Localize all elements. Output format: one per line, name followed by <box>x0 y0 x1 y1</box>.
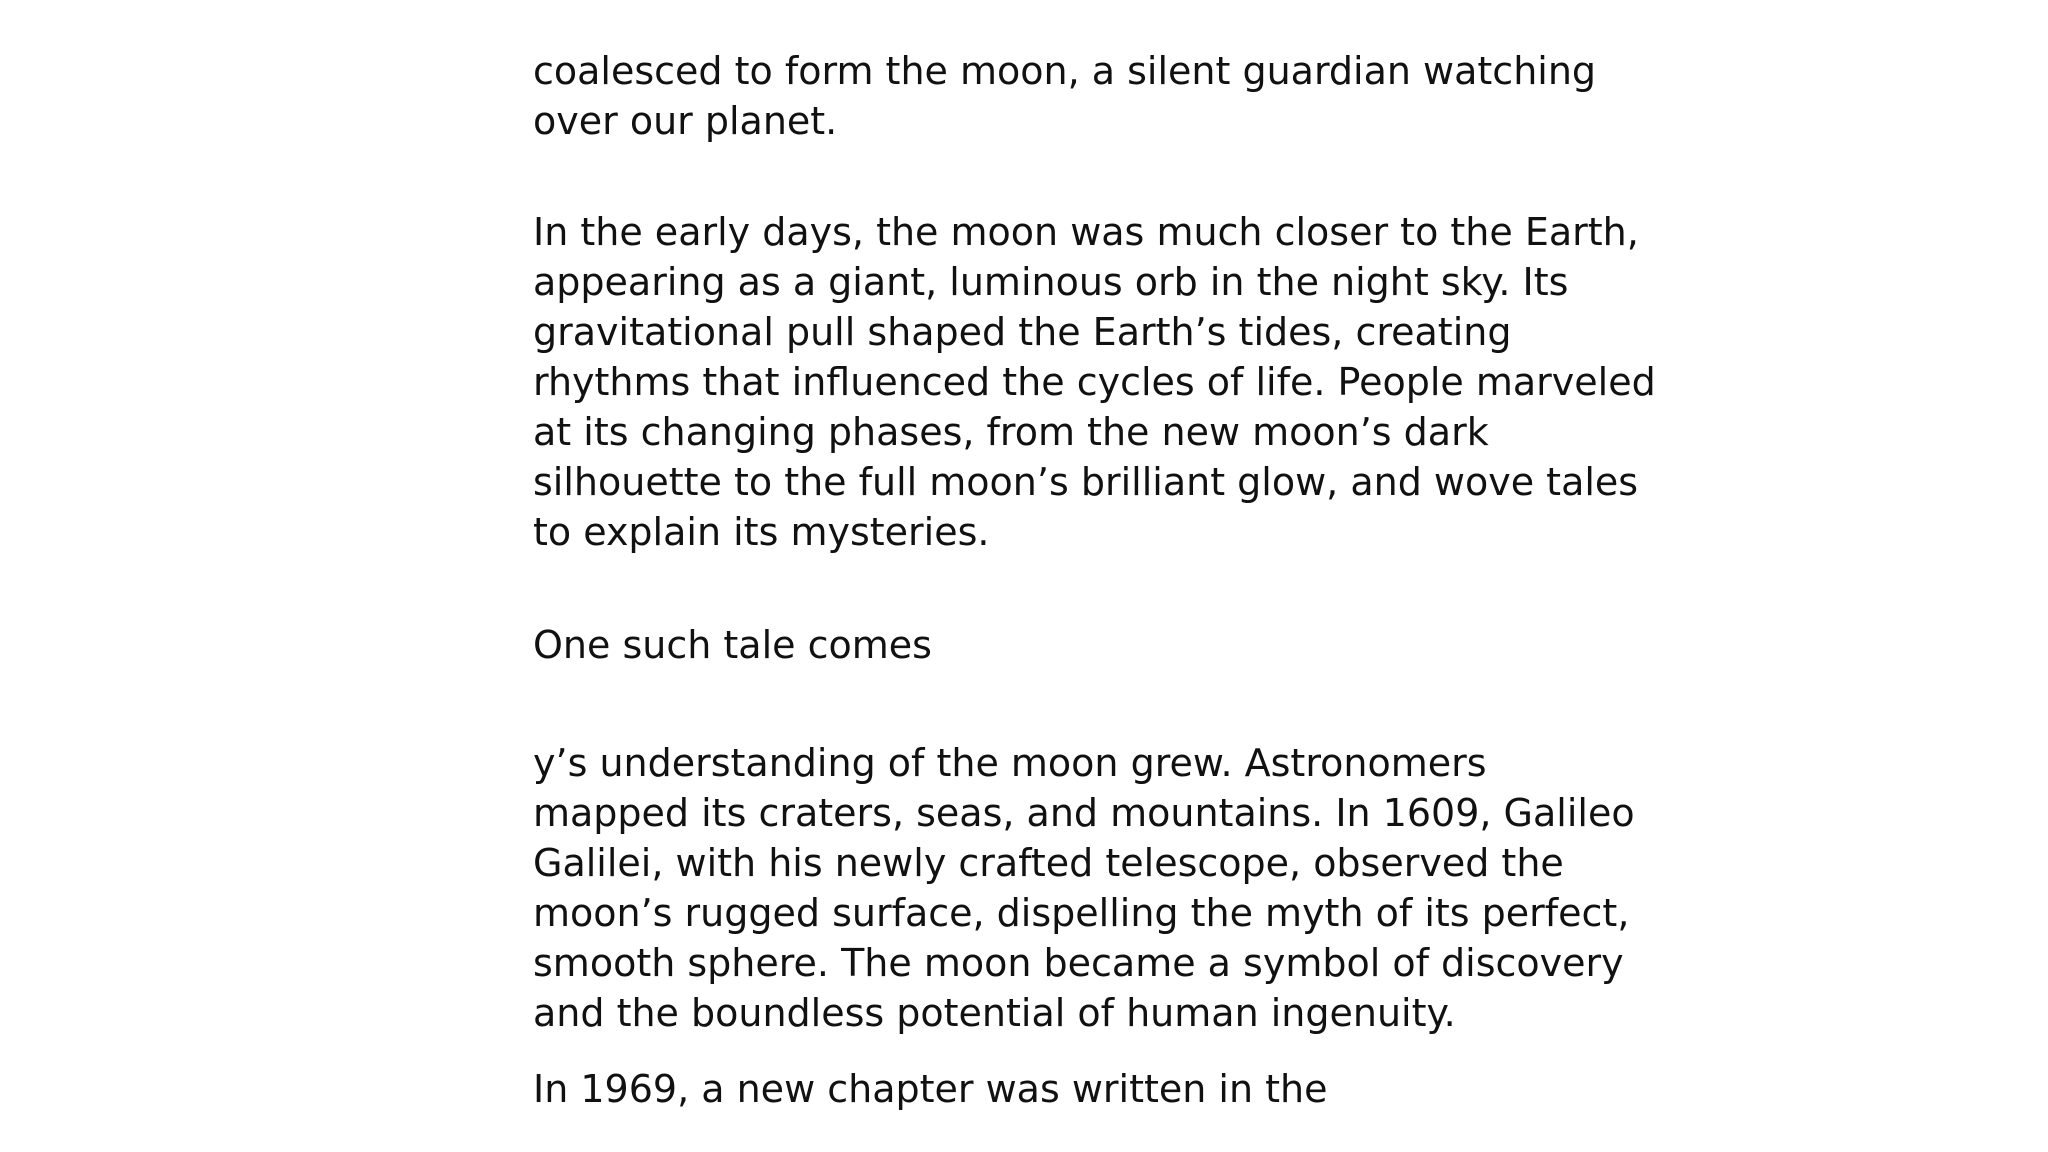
text-line: In 1969, a new chapter was written in the <box>533 1067 1328 1111</box>
paragraph-one-such-tale <box>533 620 1533 670</box>
text-line: silhouette to the full moon’s brilliant glow, and wove tales <box>533 460 1639 504</box>
text-line: over our planet. <box>533 99 838 143</box>
document-page <box>533 0 1656 1152</box>
text-line: smooth sphere. The moon became a symbol of discovery <box>533 941 1624 985</box>
text-line: rhythms that influenced the cycles of life. People marveled <box>533 360 1656 404</box>
text-line: mapped its craters, seas, and mountains. In 1609, Galileo <box>533 791 1635 835</box>
paragraph-galileo <box>533 738 1635 1038</box>
text-line: moon’s rugged surface, dispelling the myth of its perfect, <box>533 891 1630 935</box>
text-line: to explain its mysteries. <box>533 510 990 554</box>
text-line: gravitational pull shaped the Earth’s tides, creating <box>533 310 1512 354</box>
paragraph-moon-formation <box>533 46 1597 146</box>
text-line: at its changing phases, from the new moon’s dark <box>533 410 1489 454</box>
text-line: y’s understanding of the moon grew. Astronomers <box>533 741 1487 785</box>
text-line: One such tale comes <box>533 623 932 667</box>
text-line: coalesced to form the moon, a silent guardian watching <box>533 49 1597 93</box>
text-line: In the early days, the moon was much closer to the Earth, <box>533 210 1639 254</box>
text-line: and the boundless potential of human ingenuity. <box>533 991 1456 1035</box>
paragraph-early-days <box>533 207 1656 557</box>
text-line: Galilei, with his newly crafted telescope, observed the <box>533 841 1564 885</box>
paragraph-1969 <box>533 1064 1533 1114</box>
text-line: appearing as a giant, luminous orb in the night sky. Its <box>533 260 1569 304</box>
